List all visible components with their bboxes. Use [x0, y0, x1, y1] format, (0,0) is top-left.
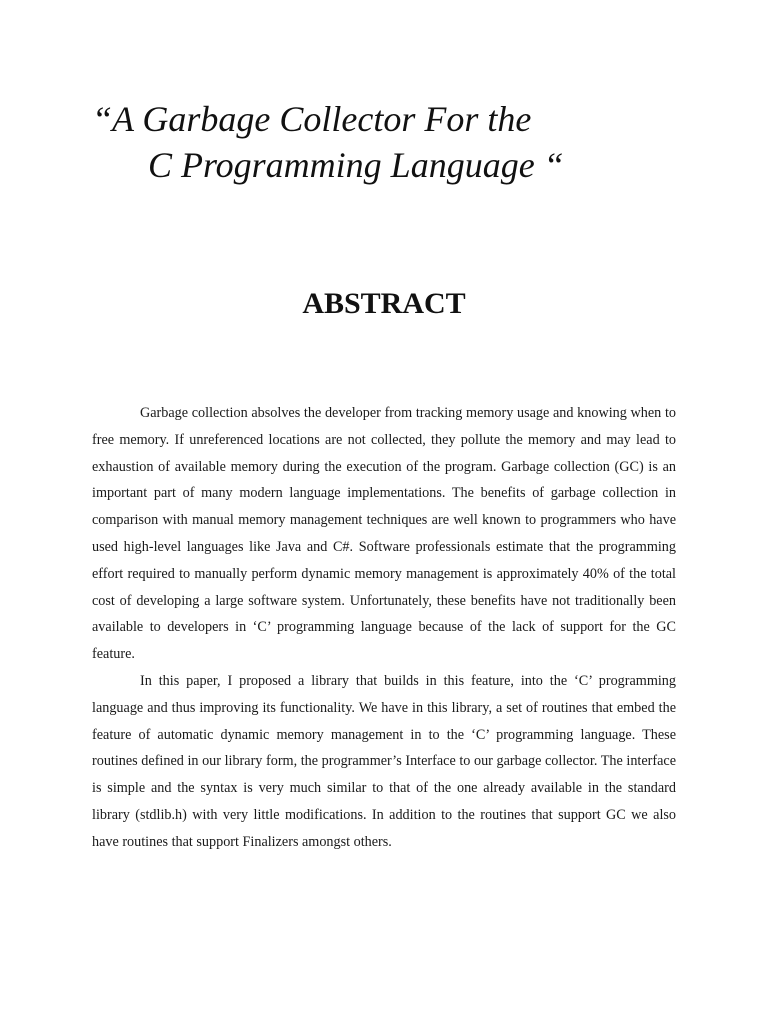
title-line-2: C Programming Language “	[148, 145, 564, 185]
title-line-1: “A Garbage Collector For the	[92, 99, 532, 139]
abstract-body	[92, 400, 676, 856]
abstract-paragraph-1: Garbage collection absolves the developer from tracking memory usage and knowing when to free memory. If unreferenced locations are not collected, they pollute the memory and may lead to exhaustion of available memory during the execution of the program. Garbage collection (GC) is an important part of many modern language implementations. The benefits of garbage collection in comparison with manual memory management techniques are well known to programmers who have used high-level languages like Java and C#. Software professionals estimate that the programming effort required to manually perform dynamic memory management is approximately 40% of the total cost of developing a large software system. Unfortunately, these benefits have not traditionally been available to developers in ‘C’ programming language because of the lack of support for the GC feature.	[92, 405, 676, 663]
abstract-heading: ABSTRACT	[302, 287, 466, 320]
document-title	[92, 96, 564, 188]
abstract-paragraph-2: In this paper, I proposed a library that builds in this feature, into the ‘C’ programming language and thus improving its functionality. We have in this library, a set of routines that embed the feature of automatic dynamic memory management in to the ‘C’ programming language. These routines defined in our library form, the programmer’s Interface to our garbage collector. The interface is simple and the syntax is very much similar to that of the one already available in the standard library (stdlib.h) with very little modifications. In addition to the routines that support GC we also have routines that support Finalizers amongst others.	[92, 672, 676, 850]
